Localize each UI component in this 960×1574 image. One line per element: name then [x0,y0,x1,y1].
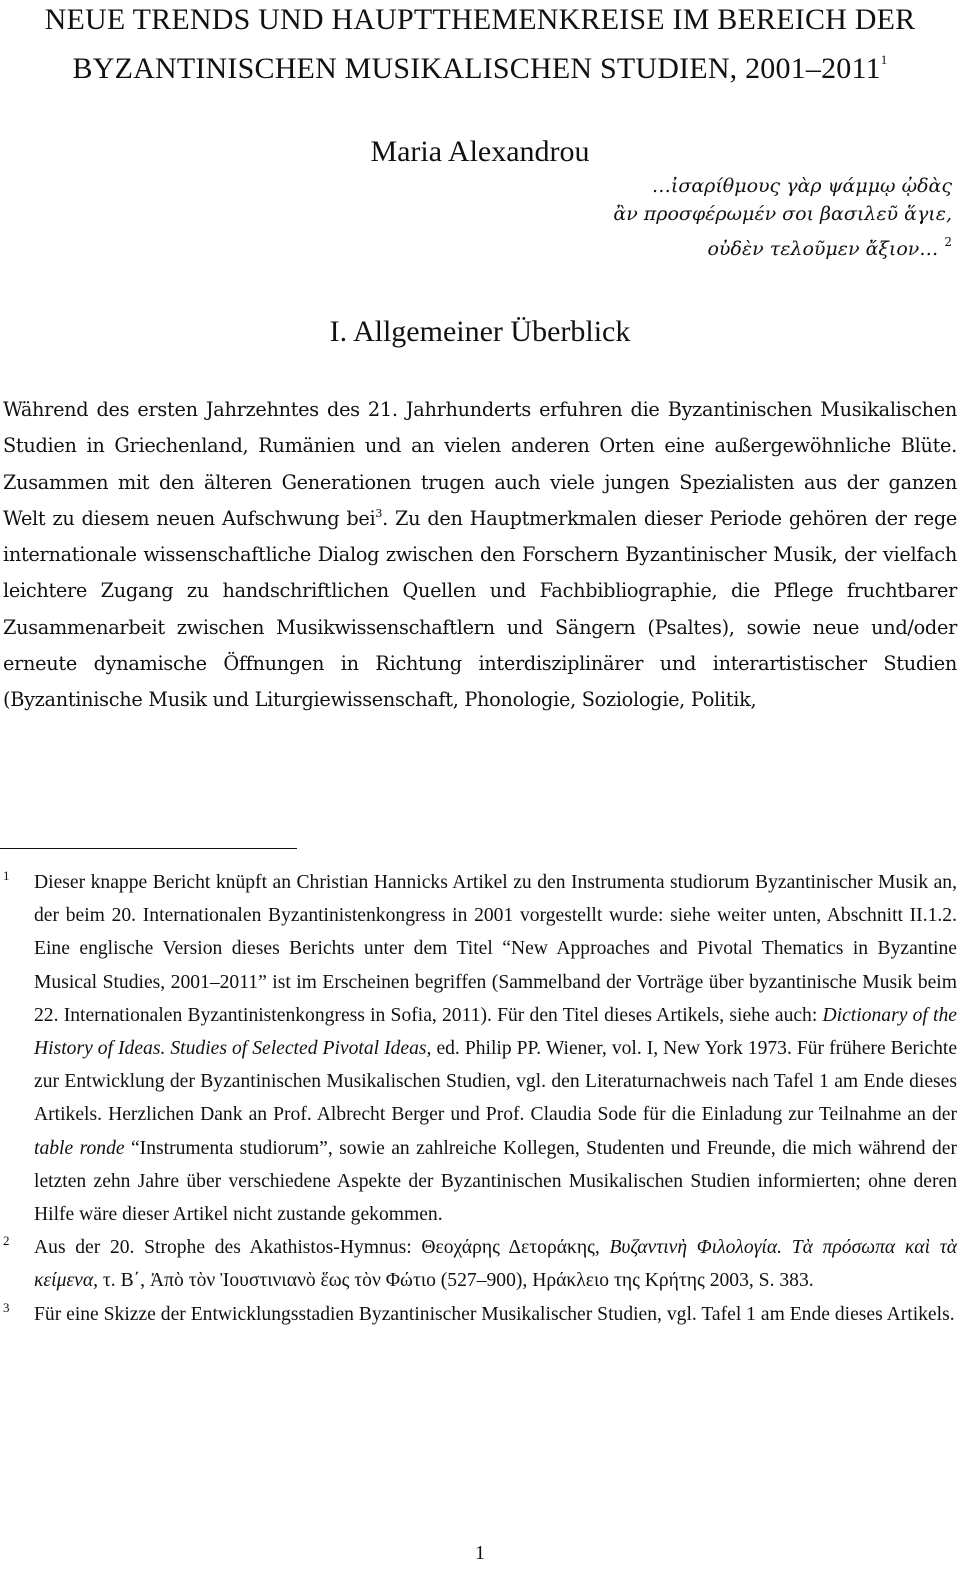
footnote-3 [3,1298,957,1331]
title-line-1: NEUE TRENDS UND HAUPTTHEMENKREISE IM BEREICH DER [44,3,916,36]
footnote-number: 2 [3,1233,10,1249]
body-text-part-1: Während des ersten Jahrzehntes des 21. Jahrhunderts erfuhren die Byzantinischen Musikalischen Studien in Griechenland, Rumänien und an vielen anderen Orten eine außergewöhnliche Blüte. Zusammen mit den älteren Generationen trugen auch viele jungen Spezialisten aus der ganzen Welt zu diesem neuen Aufschwung bei [3,398,957,530]
footnote-1 [3,866,957,1231]
title-footnote-ref[interactable]: 1 [880,52,888,67]
title-line-2 [0,40,960,89]
footnote-text: ed. Philip PP. Wiener, vol. I, New York 1973. Für frühere Berichte zur Entwicklung der Byzantinischen Musikalischen Studien, vgl. den Literaturnachweis nach Tafel 1 am Ende dieses Artikels. Herzlichen Dank an Prof. Albrecht Berger und Prof. Claudia Sode für die Einladung zur Teilnahme an der [34,1038,958,1126]
footnote-2 [3,1231,957,1297]
page-number: 1 [475,1542,485,1564]
footnote-number: 3 [3,1299,10,1315]
footnote-italic-text: table ronde [34,1137,125,1159]
body-text-part-2: . Zu den Hauptmerkmalen dieser Periode gehören der rege internationale wissenschaftliche Dialog zwischen den Forschern Byzantinischer Musik, der vielfach leichtere Zugang zu handschriftlichen Quellen und Fachbibliographie, die Pflege fruchtbarer Zusammenarbeit zwischen Musikwissenschaftlern und Sängern (Psaltes), sowie neue und/oder erneute dynamische Öffnungen in Richtung interdisziplinärer und interartistischer Studien (Byzantinische Musik und Liturgiewissenschaft, Phonologie, Soziologie, Politik, [3,506,957,712]
epigraph-line-1: …ἰσαρίθμους γὰρ ψάμμῳ ᾠδὰς [651,175,952,197]
author-name: Maria Alexandrou [370,135,590,168]
footnote-text: Aus der 20. Strophe des Akathistos-Hymnus: Θεοχάρης Δετοράκης, [34,1237,610,1259]
title-line-2-text: BYZANTINISCHEN MUSIKALISCHEN STUDIEN, 2001–2011 [72,52,881,85]
section-heading: I. Allgemeiner Überblick [329,315,631,348]
body-paragraph [3,392,957,719]
body-footnote-ref[interactable]: 3 [375,506,383,520]
footnote-text: τ. Β΄, Ἀπὸ τὸν Ἰουστινιανὸ ἕως τὸν Φώτιο (527–900), Ηράκλειο της Κρήτης 2003, S. 383. [98,1270,814,1292]
epigraph-line-3-text: οὐδὲν τελοῦμεν ἄξιον… [707,238,939,260]
footnote-text: “Instrumenta studiorum”, sowie an zahlreiche Kollegen, Studenten und Freunde, die mich während der letzten zehn Jahre über verschiedene Aspekte der Byzantinischen Musikalischen Studien informierten; ohne deren Hilfe wäre dieser Artikel nicht zustande gekommen. [34,1137,957,1226]
footnote-number: 1 [3,868,10,883]
footnote-text: Dieser knappe Bericht knüpft an Christian Hannicks Artikel zu den Instrumenta studiorum Byzantinischer Musik an, der beim 20. Internationalen Byzantinistenkongress in 2001 vorgestellt wurde: siehe weiter unten, Abschnitt II.1.2. Eine englische Version dieses Berichts unter dem Titel “New Approaches and Pivotal Thematics in Byzantine Musical Studies, 2001–2011” ist im Erscheinen begriffen (Sammelband der Vorträge über byzantinische Musik beim 22. Internationalen Byzantinistenkongress in Sofia, 2011). Für den Titel dieses Artikels, siehe auch: [34,872,957,1026]
footnote-italic-text: Dictionary of the History of Ideas. Studies of Selected Pivotal Ideas, [34,1004,957,1060]
footnotes [3,866,957,1331]
footnote-italic-text: Βυζαντινὴ Φιλολογία. Τὰ πρόσωπα καὶ τὰ κείμενα, [34,1237,957,1292]
epigraph-line-2: ἂν προσφέρωμέν σοι βασιλεῦ ἅγιε, [613,203,952,225]
footnote-text: Für eine Skizze der Entwicklungsstadien Byzantinischer Musikalischer Studien, vgl. Tafel 1 am Ende dieses Artikels. [34,1303,955,1325]
epigraph-line-3 [613,228,952,263]
footnote-separator [0,848,297,849]
epigraph [613,172,952,263]
epigraph-footnote-ref[interactable]: 2 [944,235,952,249]
